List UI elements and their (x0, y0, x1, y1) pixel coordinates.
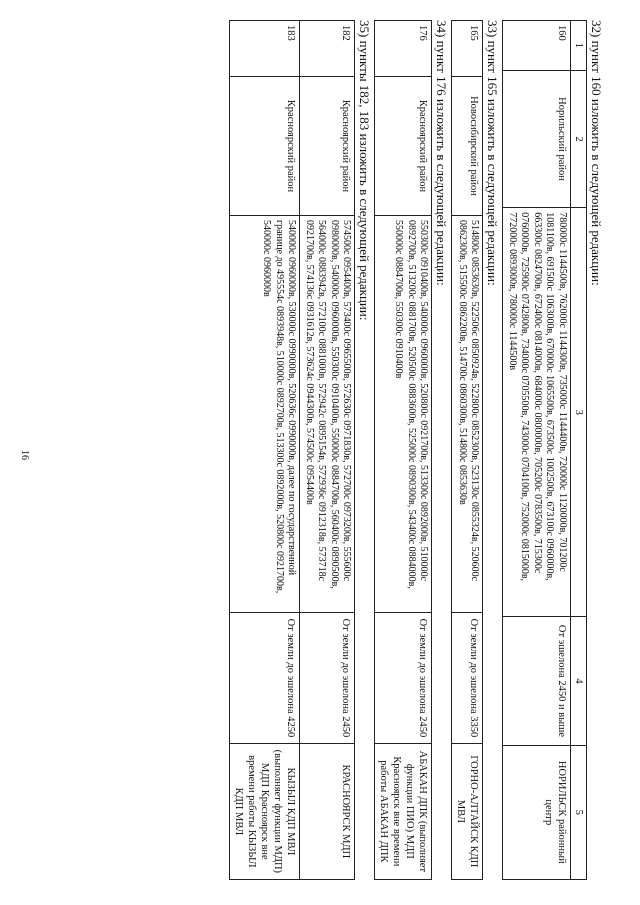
section-heading-33: 33) пункт 165 изложить в следующей редакции: (485, 20, 501, 286)
table-section-33 (452, 20, 484, 880)
control-unit: АБАКАН ДПК (выполняет функции ПИО) МДП Красноярск вне времени работы АБАКАН ДПК (375, 743, 432, 879)
control-unit: КРАСНОЯРСК МДП (300, 743, 355, 879)
table-section-34 (375, 20, 433, 880)
boundary-coordinates: 540000с 0960000в, 530000с 0990000в, 520636с 0990000в, далее по государственной границе до 495554с 0893948в, 510000с 0892700в, 513300с 0892000в, 520800с 0921700в, 540000с 0960000в (230, 216, 300, 613)
section-heading-35: 35) пункты 182, 183 изложить в следующей редакции: (357, 20, 373, 321)
control-unit: НОРИЛЬСК районный центр (503, 745, 571, 879)
region-name: Норильский район (503, 70, 571, 207)
boundary-coordinates: 780000с 1144500в, 762000с 1144300в, 735000с 1144400в, 720000с 1120000в, 701200с 1081100в, 691500с 1063000в, 670000с 1065500в, 673500с 1002500в, 673100с 0960000в, 663300с 0824700в, 672400с 0814000в, 684000с 0800000в, 705200с 0783500в, 715300с 0760000в, 725900с 0742800в, 734000с 0705500в, 743000с 0704100в, 752000с 0815000в, 772000с 0893000в, 780000с 1144500в (503, 208, 571, 617)
table-row (300, 21, 355, 880)
row-number: 183 (230, 21, 300, 77)
region-name: Красноярский район (230, 76, 300, 215)
table-row (503, 21, 571, 880)
table-section-35 (230, 20, 356, 880)
row-number: 160 (503, 21, 571, 71)
row-number: 176 (375, 21, 432, 77)
control-unit: КЫЗЫЛ КДП МВЛ (выполняет функции МДП) МДП Красноярск вне времени работы КЫЗЫЛ КДП МВЛ (230, 743, 300, 879)
boundary-coordinates: 574500с 0954400в, 573400с 0965500в, 572630с 0971830в, 572700с 0973200в, 555600с 0980000в, 540000с 0960000в, 550300с 0910400в, 550000с 0884700в, 560400с 0890500в, 564000с 0883942в, 572100с 0881000в, 572942с 0895154в, 572936с 0912318в, 573718с 0921700в, 574136с 0931612в, 573624с 0944300в, 574500с 0954400в (300, 216, 355, 613)
row-number: 182 (300, 21, 355, 77)
boundary-coordinates: 550300с 0910400в, 540000с 0960000в, 520800с 0921700в, 513300с 0892000в, 510000с 0892700в, 513200с 0881700в, 520500с 0883600в, 525000с 0890300в, 543400с 0884000в, 550000с 0884700в, 550300с 0910400в (375, 216, 432, 613)
altitude-range: От земли до эшелона 2450 (375, 613, 432, 743)
column-header-3: 3 (571, 208, 587, 617)
column-header-1: 1 (571, 21, 587, 71)
column-header-5: 5 (571, 745, 587, 879)
section-heading-34: 34) пункт 176 изложить в следующей редакции: (434, 20, 450, 286)
region-name: Красноярский район (300, 76, 355, 215)
table-section-32 (503, 20, 588, 880)
section-heading-32: 32) пункт 160 изложить в следующей редакции: (589, 20, 604, 286)
table-row (375, 21, 432, 880)
region-name: Красноярский район (375, 76, 432, 215)
column-header-4: 4 (571, 617, 587, 745)
column-header-2: 2 (571, 70, 587, 207)
altitude-range: От эшелона 2450 и выше (503, 617, 571, 745)
altitude-range: От земли до эшелона 3350 (452, 613, 483, 743)
table-row (230, 21, 300, 880)
column-header-row (571, 21, 587, 880)
row-number: 165 (452, 21, 483, 77)
altitude-range: От земли до эшелона 2450 (300, 613, 355, 743)
boundary-coordinates: 514800с 0853630в, 522506с 0850924в, 522800с 0852300в, 523130с 0855324в, 520600с 0862300в, 515500с 0862200в, 514700с 0860300в, 514800с 0853630в (452, 216, 483, 613)
control-unit: ГОРНО-АЛТАЙСК КДП МВЛ (452, 743, 483, 879)
region-name: Новосибирский район (452, 76, 483, 215)
page-number: 16 (19, 450, 30, 460)
altitude-range: От земли до эшелона 4250 (230, 613, 300, 743)
rotated-document (46, 20, 606, 880)
table-row (452, 21, 483, 880)
